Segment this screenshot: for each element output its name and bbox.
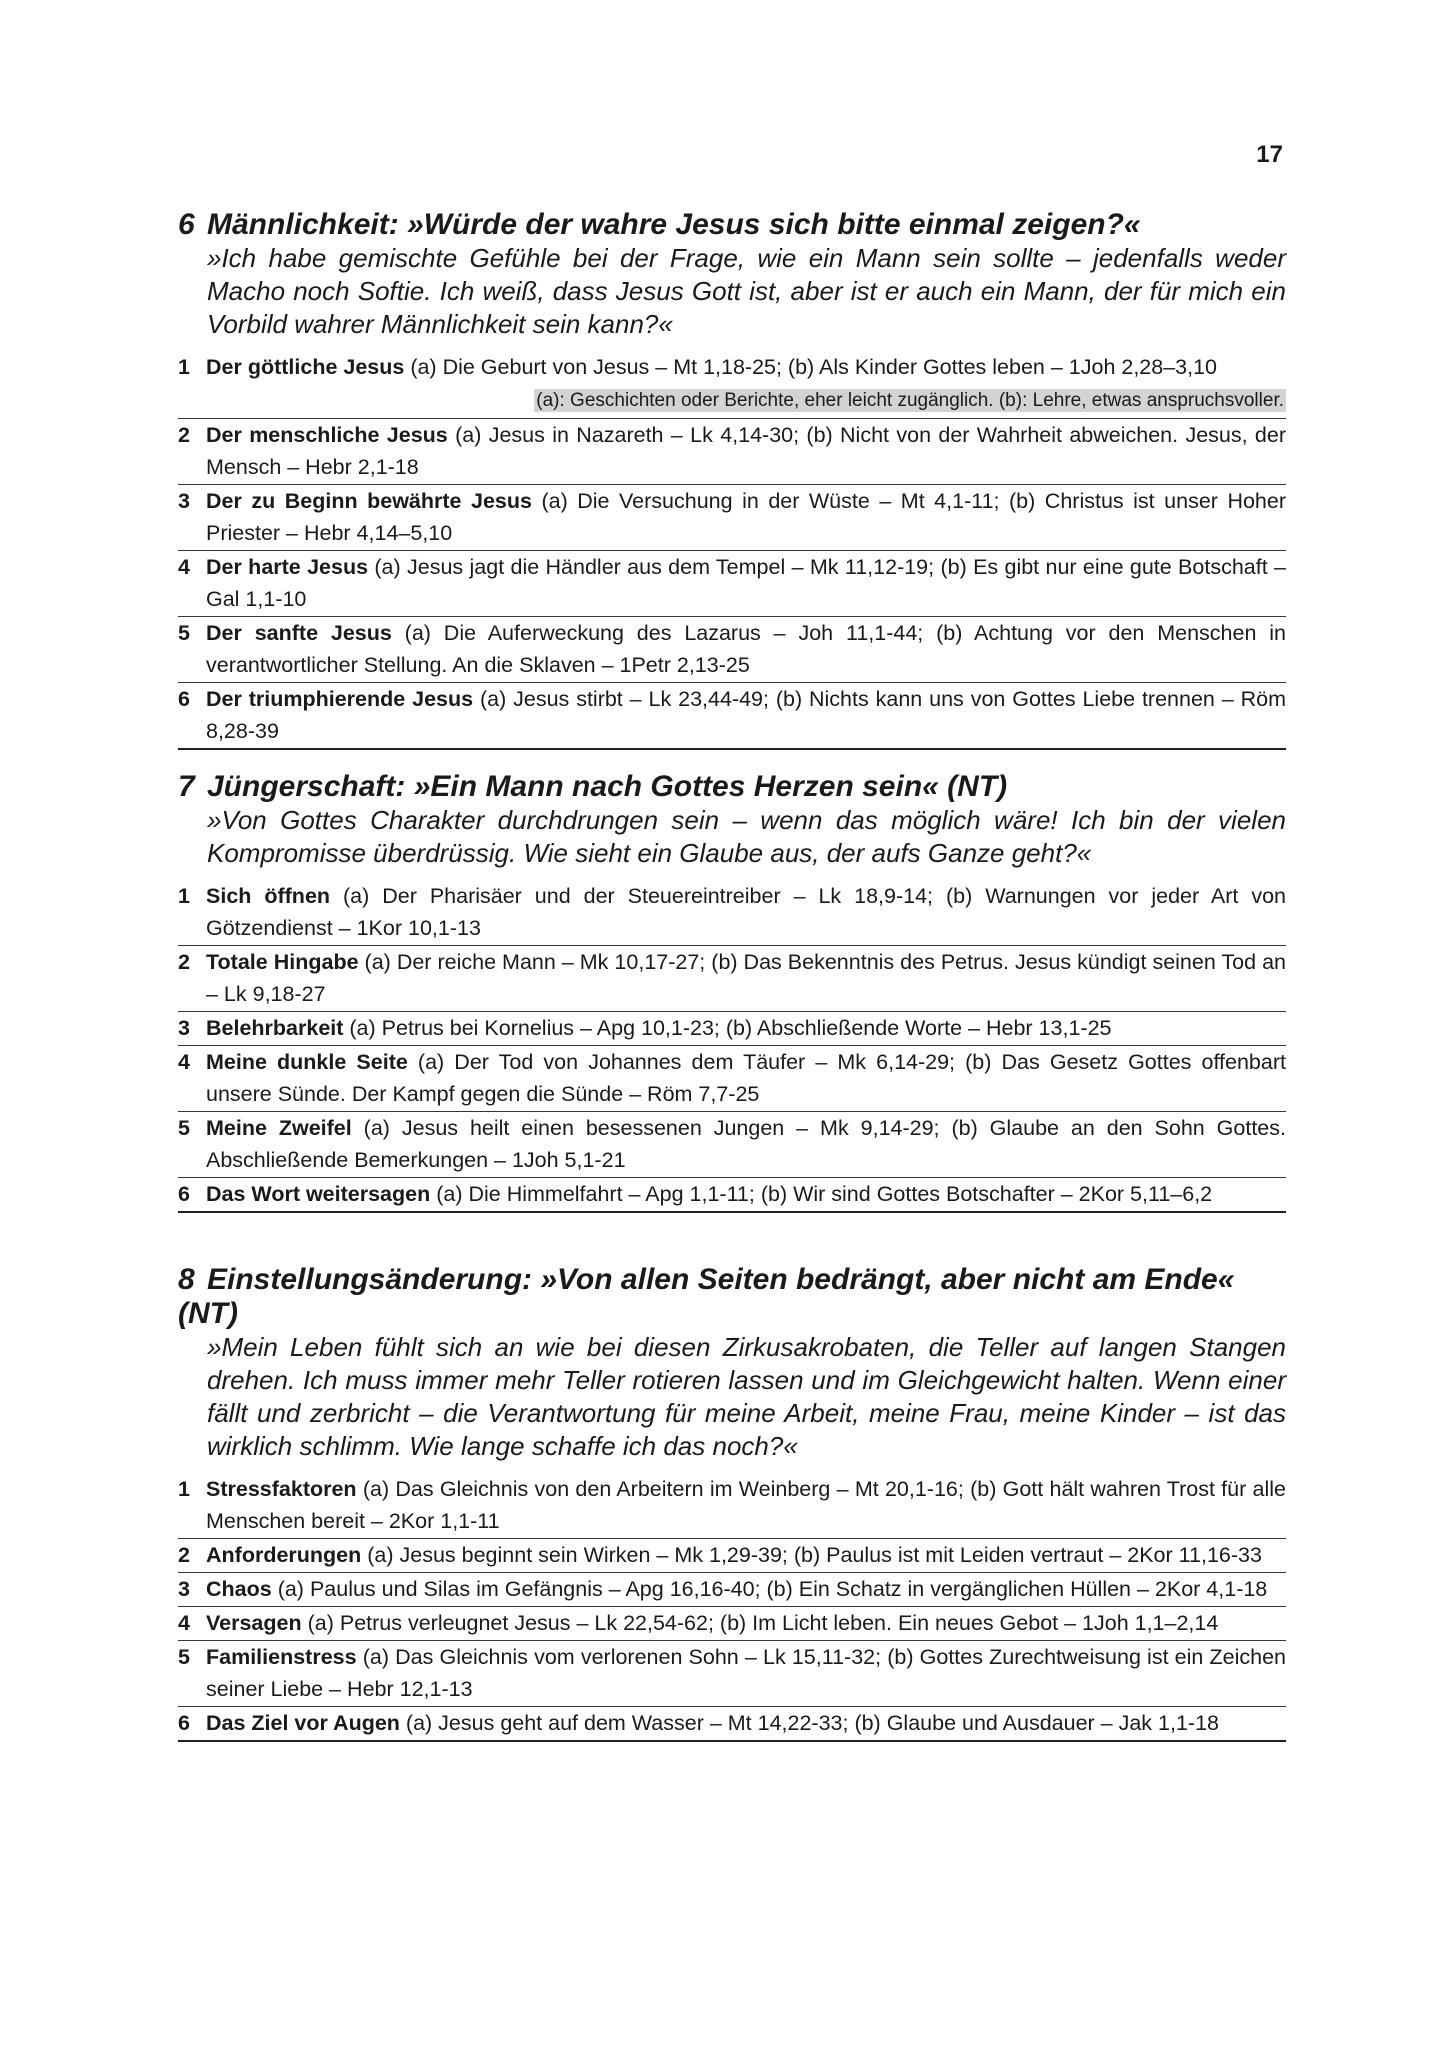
list-item: 6 Das Ziel vor Augen (a) Jesus geht auf dem Wasser – Mt 14,22-33; (b) Glaube und Ausdauer – Jak 1,1-18 <box>178 1706 1286 1740</box>
list-item: 6 Der triumphierende Jesus (a) Jesus stirbt – Lk 23,44-49; (b) Nichts kann uns von Gottes Liebe trennen – Röm 8,28-39 <box>178 682 1286 748</box>
page-number: 17 <box>1256 141 1283 168</box>
list-item: 1 Stressfaktoren (a) Das Gleichnis von den Arbeitern im Weinberg – Mt 20,1-16; (b) Gott hält wahren Trost für alle Menschen bereit – 2Kor 1,1-11 <box>178 1477 1286 1533</box>
list-item: 2 Anforderungen (a) Jesus beginnt sein Wirken – Mk 1,29-39; (b) Paulus ist mit Leiden vertraut – 2Kor 11,16-33 <box>178 1538 1286 1572</box>
section-7 <box>178 770 1286 1213</box>
entry-list <box>178 880 1286 1213</box>
list-item: 5 Familienstress (a) Das Gleichnis vom verlorenen Sohn – Lk 15,11-32; (b) Gottes Zurechtweisung ist ein Zeichen seiner Liebe – Hebr 12,1-13 <box>178 1640 1286 1706</box>
list-item: 3 Der zu Beginn bewährte Jesus (a) Die Versuchung in der Wüste – Mt 4,1-11; (b) Christus ist unser Hoher Priester – Hebr 4,14–5,10 <box>178 484 1286 550</box>
section-quote: »Ich habe gemischte Gefühle bei der Frage, wie ein Mann sein sollte – jedenfalls weder Macho noch Softie. Ich weiß, dass Jesus Gott ist, aber ist er auch ein Mann, der für mich ein Vorbild wahrer Männlichkeit sein kann?« <box>207 243 1286 339</box>
list-item: 4 Der harte Jesus (a) Jesus jagt die Händler aus dem Tempel – Mk 11,12-19; (b) Es gibt nur eine gute Botschaft – Gal 1,1-10 <box>178 550 1286 616</box>
section-quote: »Mein Leben fühlt sich an wie bei diesen Zirkusakrobaten, die Teller auf langen Stangen drehen. Ich muss immer mehr Teller rotieren lassen und im Gleichgewicht halten. Wenn einer fällt und zerbricht – die Verantwortung für meine Arbeit, meine Frau, meine Kinder – ist das wirklich schlimm. Wie lange schaffe ich das noch?« <box>207 1332 1286 1461</box>
list-item: 6 Das Wort weitersagen (a) Die Himmelfahrt – Apg 1,1-11; (b) Wir sind Gottes Botschafter – 2Kor 5,11–6,2 <box>178 1177 1286 1211</box>
list-item: 4 Versagen (a) Petrus verleugnet Jesus – Lk 22,54-62; (b) Im Licht leben. Ein neues Gebot – 1Joh 1,1–2,14 <box>178 1606 1286 1640</box>
section-title: 8 Einstellungsänderung: »Von allen Seiten bedrängt, aber nicht am Ende« (NT) <box>178 1263 1235 1330</box>
list-item: 3 Chaos (a) Paulus und Silas im Gefängnis – Apg 16,16-40; (b) Ein Schatz in vergänglichen Hüllen – 2Kor 4,1-18 <box>178 1572 1286 1606</box>
list-item: 1 Der göttliche Jesus (a) Die Geburt von Jesus – Mt 1,18-25; (b) Als Kinder Gottes leben – 1Joh 2,28–3,10 (a): Geschichten oder Berichte, eher leicht zugänglich. (b): Lehre, etwas anspruchsvoller. <box>178 355 1284 411</box>
list-item: 5 Der sanfte Jesus (a) Die Auferweckung des Lazarus – Joh 11,1-44; (b) Achtung vor den Menschen in verantwortlicher Stellung. An die Sklaven – 1Petr 2,13-25 <box>178 616 1286 682</box>
section-6 <box>178 208 1286 750</box>
section-title: 6 Männlichkeit: »Würde der wahre Jesus sich bitte einmal zeigen?« <box>178 208 1141 241</box>
annotation-highlight: (a): Geschichten oder Berichte, eher leicht zugänglich. (b): Lehre, etwas anspruchsvoller. <box>536 390 1284 411</box>
entry-list <box>178 1473 1286 1742</box>
section-title: 7 Jüngerschaft: »Ein Mann nach Gottes Herzen sein« (NT) <box>178 770 1008 803</box>
list-item: 3 Belehrbarkeit (a) Petrus bei Kornelius – Apg 10,1-23; (b) Abschließende Worte – Hebr 13,1-25 <box>178 1011 1286 1045</box>
list-item: 2 Der menschliche Jesus (a) Jesus in Nazareth – Lk 4,14-30; (b) Nicht von der Wahrheit abweichen. Jesus, der Mensch – Hebr 2,1-18 <box>178 418 1286 484</box>
section-quote: »Von Gottes Charakter durchdrungen sein – wenn das möglich wäre! Ich bin der vielen Kompromisse überdrüssig. Wie sieht ein Glaube aus, der aufs Ganze geht?« <box>207 805 1286 868</box>
entry-list <box>178 351 1286 750</box>
section-8 <box>178 1263 1286 1742</box>
list-item: 4 Meine dunkle Seite (a) Der Tod von Johannes dem Täufer – Mk 6,14-29; (b) Das Gesetz Gottes offenbart unsere Sünde. Der Kampf gegen die Sünde – Röm 7,7-25 <box>178 1045 1286 1111</box>
list-item: 1 Sich öffnen (a) Der Pharisäer und der Steuereintreiber – Lk 18,9-14; (b) Warnungen vor jeder Art von Götzendienst – 1Kor 10,1-13 <box>178 884 1287 940</box>
list-item: 5 Meine Zweifel (a) Jesus heilt einen besessenen Jungen – Mk 9,14-29; (b) Glaube an den Sohn Gottes. Abschließende Bemerkungen – 1Joh 5,1-21 <box>178 1111 1286 1177</box>
list-item: 2 Totale Hingabe (a) Der reiche Mann – Mk 10,17-27; (b) Das Bekenntnis des Petrus. Jesus kündigt seinen Tod an – Lk 9,18-27 <box>178 945 1286 1011</box>
